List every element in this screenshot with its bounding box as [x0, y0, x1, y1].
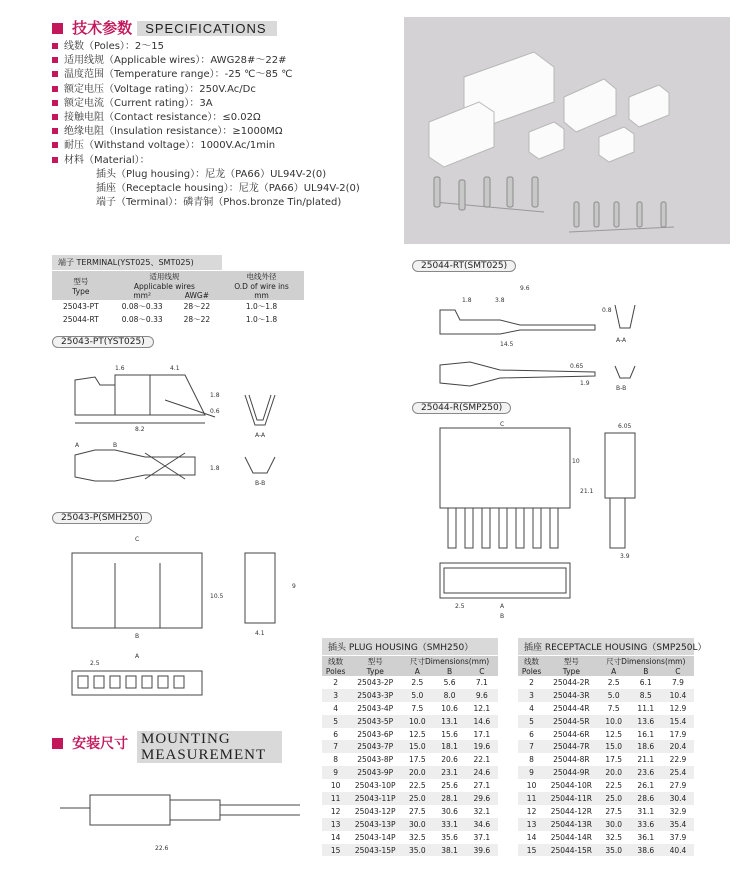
- mounting-title-cn: 安装尺寸: [72, 736, 129, 752]
- svg-text:0.6: 0.6: [210, 408, 220, 415]
- svg-text:9: 9: [292, 583, 296, 590]
- drawing-rt: [430, 280, 660, 395]
- table-cell: 11.1: [637, 703, 655, 713]
- table-cell: 0.08～0.33: [121, 301, 163, 311]
- table-cell: 31.1: [637, 806, 655, 816]
- spec-item: 适用线规（Applicable wires）：AWG28#～22#: [52, 54, 293, 68]
- table-row: [518, 728, 694, 741]
- table-cell: 28～22: [183, 301, 211, 311]
- svg-text:2.5: 2.5: [90, 660, 100, 667]
- material-item: 插座（Receptacle housing）：尼龙（PA66）UL94V-2(0): [96, 183, 360, 195]
- svg-text:C: C: [135, 536, 140, 543]
- spec-title-en: SPECIFICATIONS: [137, 21, 277, 36]
- bullet-square-icon: [52, 738, 63, 749]
- table-cell: 34.6: [473, 819, 491, 829]
- drawing-pt: [55, 355, 295, 505]
- mounting-title-en: MOUNTING MEASUREMENT: [137, 731, 282, 763]
- table-cell: 28.6: [637, 793, 655, 803]
- table-cell: 10.6: [441, 703, 458, 713]
- table-cell: 13.6: [637, 716, 655, 726]
- th-wires: 适用线规 Applicable wires: [133, 272, 195, 291]
- svg-text:C: C: [500, 421, 505, 428]
- table-cell: 10.4: [669, 690, 687, 700]
- table-cell: 25044-5R: [553, 716, 590, 726]
- spec-item: 材料（Material）：: [52, 154, 293, 168]
- table-row: [518, 831, 694, 844]
- table-cell: 25044-8R: [553, 755, 590, 765]
- svg-text:1.8: 1.8: [210, 465, 220, 472]
- table-row: [518, 766, 694, 779]
- table-cell: 17.1: [473, 729, 491, 739]
- table-cell: 2: [529, 677, 534, 687]
- label-r: 25044-R(SMP250): [412, 402, 511, 414]
- table-cell: 25043-9P: [357, 768, 394, 778]
- table-cell: 24.6: [473, 768, 491, 778]
- table-cell: 22.9: [669, 755, 687, 765]
- table-row: [518, 676, 694, 689]
- table-cell: 25.4: [669, 768, 687, 778]
- table-cell: 5.0: [411, 690, 424, 700]
- drawing-p: [60, 533, 300, 703]
- spec-item: 线数（Poles）：2～15: [52, 40, 293, 54]
- table-cell: 25044-RT: [62, 314, 99, 324]
- table-cell: 15: [526, 845, 537, 855]
- table-cell: 25.0: [408, 793, 426, 803]
- table-cell: 10: [526, 781, 537, 791]
- table-cell: 35.0: [408, 845, 426, 855]
- table-cell: 25043-13P: [354, 819, 396, 829]
- product-photo: [404, 17, 730, 244]
- table-cell: 25043-12P: [354, 806, 396, 816]
- material-item: 插头（Plug housing）：尼龙（PA66）UL94V-2(0): [96, 169, 327, 180]
- spec-item: 接触电阻（Contact resistance）：≤0.02Ω: [52, 111, 293, 125]
- bullet-square-icon: [52, 57, 58, 63]
- svg-text:9.6: 9.6: [520, 285, 530, 292]
- table-cell: 3: [333, 690, 339, 700]
- table-cell: 25043-10P: [354, 781, 396, 791]
- table-cell: 25044-11R: [550, 793, 593, 803]
- table-cell: 11: [526, 793, 537, 803]
- table-row: [322, 805, 498, 818]
- table-cell: 7.1: [475, 677, 488, 687]
- table-cell: 38.6: [637, 845, 655, 855]
- svg-text:B: B: [135, 633, 140, 640]
- spec-list: [52, 40, 293, 168]
- th-mm: mm: [254, 291, 269, 300]
- table-cell: 28.1: [441, 793, 458, 803]
- table-row: [518, 805, 694, 818]
- table-row: [518, 715, 694, 728]
- table-cell: 9.6: [475, 690, 488, 700]
- table-cell: 8: [529, 755, 534, 765]
- spec-item: 绝缘电阻（Insulation resistance）：≥1000MΩ: [52, 125, 293, 139]
- svg-text:1.8: 1.8: [462, 297, 472, 304]
- table-cell: 23.1: [441, 768, 458, 778]
- svg-text:14.5: 14.5: [500, 341, 514, 348]
- table-cell: 13: [526, 819, 537, 829]
- table-row: [322, 792, 498, 805]
- table-cell: 7: [333, 742, 339, 752]
- table-row: [518, 844, 694, 857]
- table-cell: 25043-4P: [357, 703, 394, 713]
- table-cell: 22.5: [408, 781, 426, 791]
- spec-title-cn: 技术参数: [72, 19, 133, 37]
- drawing-r: [430, 418, 650, 618]
- svg-text:4.1: 4.1: [170, 365, 180, 372]
- table-row: [518, 689, 694, 702]
- table-row: [322, 766, 498, 779]
- svg-text:3.9: 3.9: [620, 553, 630, 560]
- table-row: [322, 728, 498, 741]
- th-poles: 线数 Poles: [521, 657, 542, 676]
- table-row: [518, 792, 694, 805]
- table-cell: 30.6: [441, 806, 458, 816]
- table-cell: 12: [330, 806, 341, 816]
- table-cell: 25044-14R: [550, 832, 593, 842]
- table-cell: 12: [526, 806, 537, 816]
- svg-text:3.8: 3.8: [495, 297, 505, 304]
- table-cell: 25043-3P: [357, 690, 394, 700]
- table-cell: 32.9: [669, 806, 687, 816]
- table-cell: 17.5: [408, 755, 426, 765]
- table-cell: 5.6: [443, 677, 456, 687]
- table-cell: 10.0: [605, 716, 623, 726]
- table-cell: 25.0: [605, 793, 623, 803]
- table-row: [52, 313, 304, 326]
- materials-list: [96, 168, 360, 211]
- svg-text:A-A: A-A: [255, 432, 266, 439]
- label-p: 25043-P(SMH250): [52, 512, 152, 524]
- table-cell: 20.4: [669, 742, 687, 752]
- table-cell: 19.6: [473, 742, 491, 752]
- bullet-square-icon: [52, 43, 58, 49]
- table-row: [322, 844, 498, 857]
- th-dims: 尺寸Dimensions(mm): [606, 657, 686, 666]
- th-mm2: mm²: [133, 291, 151, 300]
- table-cell: 7.9: [671, 677, 684, 687]
- table-cell: 15.0: [408, 742, 426, 752]
- th-awg: AWG#: [184, 291, 209, 300]
- bullet-square-icon: [52, 86, 58, 92]
- table-cell: 25043-7P: [357, 742, 394, 752]
- table-cell: 25043-11P: [354, 793, 396, 803]
- table-cell: 25043-15P: [354, 845, 396, 855]
- plug-housing-table: 线数 Poles 型号 Type 尺寸Dimensions(mm) A B C 2 25043-2P 2.5 5.6 7.1 3 25043-3P 5.0 8.0 9.6 4 25043-4P 7.5 10.6 12.1 5 25043-5P 10.0 13.1 14.6 6 25043-6P 12.5 15.6 17.1 7 25043-7P 15.0 18.1 19.6 8 25043-8P 17.5 20.6 22.1 9 25043-9P 20.0 23.1 24.6 10 25043-10P 22.5 25.6 27.1 11 25043-11P 25.0 28.1 29.6 12 25043-12P 27.5 30.6 32.1 13 25043-13P 30.0 33.1 34.6 14 25043-14P 32.5 35.6 37.1 15 25043-15P 35.0 38.1 39.6: [322, 656, 498, 856]
- th-type: 型号 Type: [562, 657, 580, 676]
- table-cell: 8: [333, 755, 339, 765]
- table-cell: 7: [529, 742, 534, 752]
- table-cell: 2: [333, 677, 339, 687]
- connector-photo-illustration: [404, 17, 730, 244]
- table-cell: 25044-15R: [550, 845, 593, 855]
- table-cell: 25044-4R: [553, 703, 590, 713]
- table-cell: 3: [529, 690, 534, 700]
- table-cell: 2.5: [607, 677, 620, 687]
- table-cell: 13.1: [441, 716, 458, 726]
- bullet-square-icon: [52, 71, 58, 77]
- label-pt: 25043-PT(YST025): [52, 336, 154, 348]
- svg-text:2.5: 2.5: [455, 603, 465, 610]
- spec-item: 耐压（Withstand voltage）：1000V.Ac/1min: [52, 139, 293, 153]
- table-cell: 18.1: [441, 742, 458, 752]
- table-cell: 35.4: [669, 819, 687, 829]
- table-cell: 33.1: [441, 819, 458, 829]
- spec-item: 额定电流（Current rating）：3A: [52, 97, 293, 111]
- svg-text:B: B: [113, 442, 118, 449]
- table-cell: 25043-2P: [357, 677, 394, 687]
- table-cell: 35.6: [441, 832, 458, 842]
- table-cell: 16.1: [637, 729, 655, 739]
- table-cell: 6: [529, 729, 534, 739]
- table-cell: 25044-13R: [550, 819, 593, 829]
- table-cell: 32.5: [605, 832, 623, 842]
- table-cell: 8.5: [639, 690, 652, 700]
- table-cell: 37.9: [669, 832, 687, 842]
- table-cell: 21.1: [637, 755, 655, 765]
- bullet-square-icon: [52, 128, 58, 134]
- svg-text:10: 10: [572, 458, 580, 465]
- table-cell: 25044-6R: [553, 729, 590, 739]
- table-row: [518, 753, 694, 766]
- svg-text:A: A: [75, 442, 80, 449]
- table-cell: 39.6: [473, 845, 491, 855]
- table-cell: 25043-8P: [357, 755, 394, 765]
- table-cell: 9: [333, 768, 339, 778]
- table-row: [322, 702, 498, 715]
- bullet-square-icon: [52, 157, 58, 163]
- spec-item: 温度范围（Temperature range）：-25 ℃～85 ℃: [52, 68, 293, 82]
- table-cell: 4: [529, 703, 534, 713]
- table-cell: 26.1: [637, 781, 655, 791]
- table-cell: 12.9: [669, 703, 687, 713]
- spec-header: [52, 17, 277, 38]
- svg-text:1.9: 1.9: [580, 380, 590, 387]
- table-cell: 15.6: [441, 729, 458, 739]
- table-cell: 25043-5P: [357, 716, 394, 726]
- table-cell: 35.0: [605, 845, 623, 855]
- table-cell: 0.08～0.33: [121, 314, 163, 324]
- spec-item: 额定电压（Voltage rating）：250V.Ac/Dc: [52, 83, 293, 97]
- svg-text:4.1: 4.1: [255, 630, 265, 637]
- table-row: [518, 702, 694, 715]
- table-cell: 14: [526, 832, 537, 842]
- table-cell: 25044-2R: [553, 677, 590, 687]
- table-cell: 8.0: [443, 690, 456, 700]
- terminal-table-title: 端子 TERMINAL(YST025、SMT025): [52, 255, 222, 270]
- table-cell: 25044-7R: [553, 742, 590, 752]
- receptacle-table-title: 插座 RECEPTACLE HOUSING（SMP250L）: [518, 638, 694, 655]
- table-row: [518, 818, 694, 831]
- th-type: 型号 Type: [72, 276, 90, 296]
- table-row: [322, 715, 498, 728]
- table-cell: 5: [333, 716, 339, 726]
- svg-text:A-A: A-A: [616, 337, 627, 344]
- svg-text:A: A: [500, 603, 505, 610]
- svg-text:6.05: 6.05: [618, 423, 632, 430]
- table-cell: 30.4: [669, 793, 687, 803]
- table-cell: 10: [330, 781, 341, 791]
- table-cell: 9: [529, 768, 534, 778]
- table-row: [322, 676, 498, 689]
- table-row: [518, 740, 694, 753]
- table-cell: 25043-6P: [357, 729, 394, 739]
- table-row: [518, 779, 694, 792]
- svg-text:B: B: [500, 613, 505, 618]
- receptacle-housing-table: 线数 Poles 型号 Type 尺寸Dimensions(mm) A B C 2 25044-2R 2.5 6.1 7.9 3 25044-3R 5.0 8.5 10.4 4 25044-4R 7.5 11.1 12.9 5 25044-5R 10.0 13.6 15.4 6 25044-6R 12.5 16.1 17.9 7 25044-7R 15.0 18.6 20.4 8 25044-8R 17.5 21.1 22.9 9 25044-9R 20.0 23.6 25.4 10 25044-10R 22.5 26.1 27.9 11 25044-11R 25.0 28.6 30.4 12 25044-12R 27.5 31.1 32.9 13 25044-13R 30.0 33.6 35.4 14 25044-14R 32.5 36.1 37.9 15 25044-15R 35.0 38.6 40.4: [518, 656, 694, 856]
- table-cell: 4: [333, 703, 339, 713]
- table-cell: 33.6: [637, 819, 655, 829]
- svg-text:A: A: [135, 653, 140, 660]
- th-dims: 尺寸Dimensions(mm): [409, 657, 490, 666]
- table-cell: 25.6: [441, 781, 458, 791]
- table-cell: 22.1: [473, 755, 491, 765]
- table-cell: 6: [333, 729, 339, 739]
- label-rt: 25044-RT(SMT025): [412, 260, 516, 272]
- table-cell: 40.4: [669, 845, 687, 855]
- bullet-square-icon: [52, 23, 63, 34]
- table-cell: 12.1: [473, 703, 491, 713]
- table-cell: 12.5: [605, 729, 623, 739]
- table-cell: 25044-9R: [553, 768, 590, 778]
- table-cell: 15.4: [669, 716, 687, 726]
- table-cell: 15: [330, 845, 341, 855]
- table-cell: 23.6: [637, 768, 655, 778]
- table-row: [322, 779, 498, 792]
- table-cell: 1.0～1.8: [245, 314, 278, 324]
- table-cell: 17.9: [669, 729, 687, 739]
- drawing-mounting: [60, 770, 300, 860]
- table-cell: 1.0～1.8: [245, 301, 278, 311]
- table-cell: 38.1: [441, 845, 458, 855]
- bullet-square-icon: [52, 100, 58, 106]
- table-cell: 25044-10R: [550, 781, 593, 791]
- table-cell: 18.6: [637, 742, 655, 752]
- svg-text:8.2: 8.2: [135, 426, 145, 433]
- table-cell: 27.1: [473, 781, 491, 791]
- table-cell: 7.5: [607, 703, 620, 713]
- th-type: 型号 Type: [366, 657, 384, 676]
- table-cell: 5: [529, 716, 534, 726]
- table-cell: 22.5: [605, 781, 623, 791]
- material-item: 端子（Terminal）：磷青铜（Phos.bronze Tin/plated): [96, 197, 342, 209]
- svg-text:22.6: 22.6: [155, 845, 169, 852]
- table-cell: 20.0: [408, 768, 426, 778]
- table-cell: 29.6: [473, 793, 491, 803]
- table-cell: 28～22: [183, 314, 211, 324]
- table-cell: 14.6: [473, 716, 491, 726]
- table-row: [322, 740, 498, 753]
- svg-text:1.8: 1.8: [210, 392, 220, 399]
- plug-table-title: 插头 PLUG HOUSING（SMH250）: [322, 638, 498, 655]
- table-cell: 32.5: [408, 832, 426, 842]
- table-cell: 27.9: [669, 781, 687, 791]
- table-cell: 30.0: [605, 819, 623, 829]
- table-cell: 2.5: [411, 677, 424, 687]
- svg-text:10.5: 10.5: [210, 593, 224, 600]
- table-cell: 10.0: [408, 716, 426, 726]
- table-cell: 12.5: [408, 729, 426, 739]
- table-cell: 17.5: [605, 755, 623, 765]
- table-row: [322, 753, 498, 766]
- table-row: [322, 689, 498, 702]
- bullet-square-icon: [52, 114, 58, 120]
- mounting-header: [52, 733, 128, 753]
- table-cell: 25044-3R: [553, 690, 590, 700]
- table-cell: 14: [330, 832, 341, 842]
- bullet-square-icon: [52, 142, 58, 148]
- table-cell: 36.1: [637, 832, 655, 842]
- svg-text:0.65: 0.65: [570, 363, 584, 370]
- table-cell: 25043-PT: [63, 301, 99, 311]
- svg-text:0.8: 0.8: [602, 307, 612, 314]
- table-row: [322, 818, 498, 831]
- table-cell: 25044-12R: [550, 806, 593, 816]
- table-cell: 13: [330, 819, 341, 829]
- table-row: [322, 831, 498, 844]
- table-cell: 7.5: [411, 703, 424, 713]
- table-cell: 6.1: [639, 677, 652, 687]
- svg-text:B-B: B-B: [616, 385, 627, 392]
- svg-text:1.6: 1.6: [115, 365, 125, 372]
- svg-text:B-B: B-B: [255, 480, 266, 487]
- th-poles: 线数 Poles: [325, 657, 346, 676]
- table-cell: 5.0: [607, 690, 620, 700]
- table-cell: 15.0: [605, 742, 623, 752]
- table-cell: 32.1: [473, 806, 491, 816]
- svg-text:21.1: 21.1: [580, 488, 594, 495]
- table-cell: 27.5: [605, 806, 623, 816]
- table-row: [52, 300, 304, 313]
- table-cell: 20.0: [605, 768, 623, 778]
- table-cell: 27.5: [408, 806, 426, 816]
- table-cell: 30.0: [408, 819, 426, 829]
- table-cell: 25043-14P: [354, 832, 396, 842]
- table-cell: 20.6: [441, 755, 458, 765]
- table-cell: 37.1: [473, 832, 491, 842]
- terminal-table: [52, 271, 304, 326]
- th-od: 电线外径 O.D of wire ins: [234, 272, 289, 291]
- table-cell: 11: [330, 793, 341, 803]
